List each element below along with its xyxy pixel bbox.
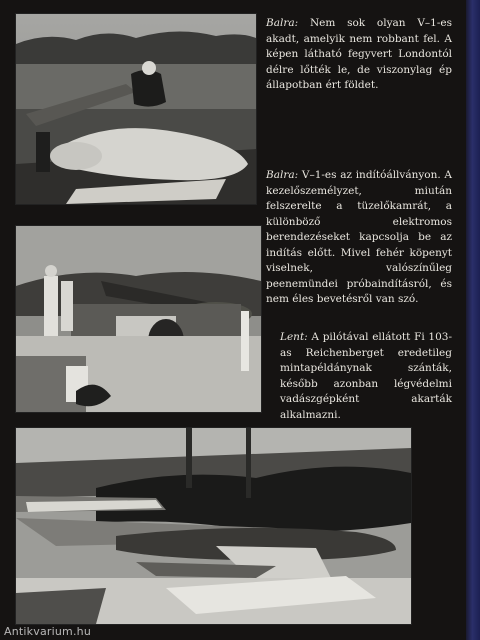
caption-third-text: A pilótával ellátott Fi 103-as Reichenberget eredetileg mintapéldánynak szánták, később azonban légvédelmi vadászgépként akarták alkalmazni. — [280, 331, 452, 421]
caption-first-lead: Balra: — [266, 17, 299, 29]
book-edge — [466, 0, 480, 640]
caption-second-text: V–1-es az indítóállványon. A kezelőszemélyzet, miután felszerelte a tüzelőkamrát, a különböző elektromos berendezéseket kapcsolja be az indítás előtt. Mivel fehér köpenyt viselnek, valószínűleg peenemündei próbaindításról, és nem éles bevetésről van szó. — [266, 169, 453, 305]
photo-reichenberg — [16, 428, 411, 624]
caption-first-text: Nem sok olyan V–1-es akadt, amelyik nem robbant fel. A képen látható fegyvert Londontól délre lőtték le, de viszonylag ép állapotban ért földet. — [266, 17, 452, 91]
caption-third — [280, 330, 452, 423]
caption-first — [266, 16, 452, 94]
watermark-text: Antikvarium.hu — [4, 625, 91, 638]
photo-crashed-v1 — [16, 14, 256, 204]
photo-launch-ramp — [16, 226, 261, 412]
photo-reichenberg-image — [16, 428, 411, 624]
photo-crashed-v1-image — [16, 14, 256, 204]
photo-launch-ramp-image — [16, 226, 261, 412]
caption-second-lead: Balra: — [266, 169, 299, 181]
caption-second — [266, 168, 452, 308]
caption-third-lead: Lent: — [280, 331, 308, 343]
